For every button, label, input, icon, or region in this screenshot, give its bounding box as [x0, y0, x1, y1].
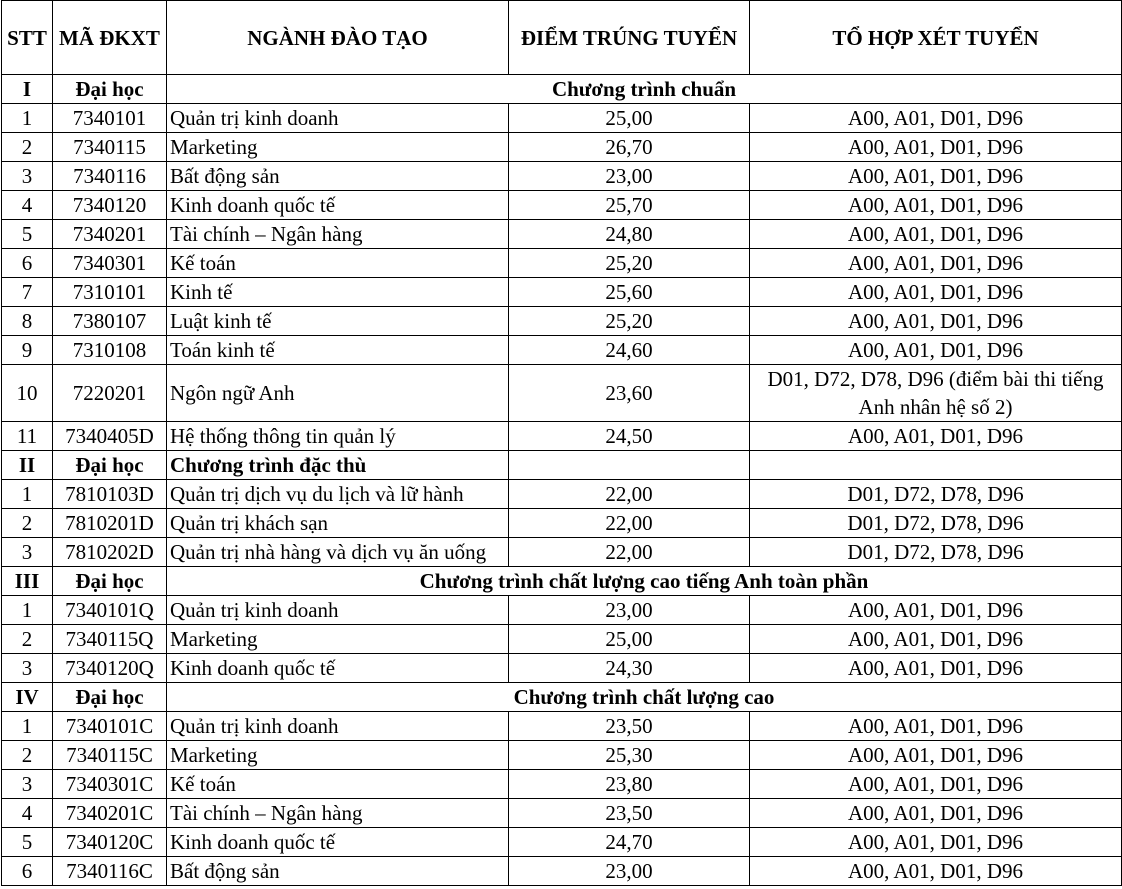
cell-nganh: Luật kinh tế	[167, 307, 509, 336]
cell-to-hop: A00, A01, D01, D96	[750, 625, 1122, 654]
cell-ma-dkxt: 7340201	[53, 220, 167, 249]
cell-diem: 23,00	[509, 596, 750, 625]
cell-ma-dkxt: 7810201D	[53, 509, 167, 538]
cell-nganh: Bất động sản	[167, 162, 509, 191]
cell-stt: 6	[2, 249, 53, 278]
table-row	[2, 712, 1122, 741]
section-row	[2, 683, 1122, 712]
cell-ma-dkxt: 7220201	[53, 365, 167, 422]
cell-stt: 9	[2, 336, 53, 365]
header-to-hop-xet-tuyen: TỔ HỢP XÉT TUYỂN	[750, 1, 1122, 75]
cell-nganh: Quản trị kinh doanh	[167, 104, 509, 133]
cell-ma-dkxt: 7340115Q	[53, 625, 167, 654]
cell-stt: 2	[2, 741, 53, 770]
table-header	[2, 1, 1122, 75]
cell-stt: 11	[2, 422, 53, 451]
cell-nganh: Quản trị kinh doanh	[167, 712, 509, 741]
cell-to-hop: A00, A01, D01, D96	[750, 741, 1122, 770]
table-row	[2, 365, 1122, 422]
cell-to-hop: D01, D72, D78, D96	[750, 509, 1122, 538]
header-ma-dkxt: MÃ ĐKXT	[53, 1, 167, 75]
cell-ma-dkxt: 7310101	[53, 278, 167, 307]
cell-ma-dkxt: 7340101Q	[53, 596, 167, 625]
cell-ma-dkxt: 7340115	[53, 133, 167, 162]
cell-nganh: Marketing	[167, 625, 509, 654]
table-row	[2, 162, 1122, 191]
cell-ma-dkxt: 7340116C	[53, 857, 167, 886]
cell-nganh: Hệ thống thông tin quản lý	[167, 422, 509, 451]
cell-ma-dkxt: 7340120C	[53, 828, 167, 857]
cell-ma-dkxt: 7340116	[53, 162, 167, 191]
cell-stt: 8	[2, 307, 53, 336]
cell-stt: 4	[2, 799, 53, 828]
cell-nganh: Ngôn ngữ Anh	[167, 365, 509, 422]
cell-diem: 23,50	[509, 712, 750, 741]
cell-ma-dkxt: 7340301	[53, 249, 167, 278]
cell-ma-dkxt: 7340301C	[53, 770, 167, 799]
cell-diem: 25,70	[509, 191, 750, 220]
header-stt: STT	[2, 1, 53, 75]
section-row	[2, 567, 1122, 596]
cell-stt: 10	[2, 365, 53, 422]
cell-to-hop: A00, A01, D01, D96	[750, 307, 1122, 336]
table-row	[2, 625, 1122, 654]
cell-diem: 25,20	[509, 249, 750, 278]
cell-diem: 26,70	[509, 133, 750, 162]
table-row	[2, 654, 1122, 683]
cell-ma-dkxt: 7810202D	[53, 538, 167, 567]
cell-diem: 23,00	[509, 857, 750, 886]
section-level: Đại học	[53, 567, 167, 596]
section-empty-cell	[509, 451, 750, 480]
cell-diem: 24,80	[509, 220, 750, 249]
cell-to-hop: A00, A01, D01, D96	[750, 191, 1122, 220]
section-level: Đại học	[53, 683, 167, 712]
cell-diem: 24,60	[509, 336, 750, 365]
cell-to-hop: A00, A01, D01, D96	[750, 336, 1122, 365]
cell-stt: 3	[2, 654, 53, 683]
cell-nganh: Kinh doanh quốc tế	[167, 654, 509, 683]
table-row	[2, 770, 1122, 799]
cell-to-hop: A00, A01, D01, D96	[750, 104, 1122, 133]
section-title: Chương trình chuẩn	[167, 75, 1122, 104]
table-row	[2, 799, 1122, 828]
cell-nganh: Marketing	[167, 741, 509, 770]
table-row	[2, 249, 1122, 278]
cell-to-hop: A00, A01, D01, D96	[750, 422, 1122, 451]
cell-stt: 5	[2, 828, 53, 857]
cell-stt: 5	[2, 220, 53, 249]
cell-to-hop: A00, A01, D01, D96	[750, 799, 1122, 828]
cell-diem: 22,00	[509, 509, 750, 538]
cell-diem: 25,20	[509, 307, 750, 336]
table-row	[2, 133, 1122, 162]
cell-ma-dkxt: 7340405D	[53, 422, 167, 451]
cell-nganh: Kinh doanh quốc tế	[167, 828, 509, 857]
cell-stt: 2	[2, 133, 53, 162]
cell-stt: 1	[2, 104, 53, 133]
section-number: I	[2, 75, 53, 104]
table-row	[2, 191, 1122, 220]
cell-stt: 3	[2, 770, 53, 799]
cell-ma-dkxt: 7340101	[53, 104, 167, 133]
cell-nganh: Tài chính – Ngân hàng	[167, 799, 509, 828]
cell-stt: 1	[2, 480, 53, 509]
cell-to-hop: A00, A01, D01, D96	[750, 857, 1122, 886]
header-nganh-dao-tao: NGÀNH ĐÀO TẠO	[167, 1, 509, 75]
table-row	[2, 741, 1122, 770]
cell-diem: 22,00	[509, 538, 750, 567]
table-row	[2, 857, 1122, 886]
cell-to-hop: A00, A01, D01, D96	[750, 249, 1122, 278]
cell-stt: 4	[2, 191, 53, 220]
cell-to-hop: A00, A01, D01, D96	[750, 133, 1122, 162]
cell-nganh: Marketing	[167, 133, 509, 162]
cell-to-hop: A00, A01, D01, D96	[750, 654, 1122, 683]
cell-nganh: Quản trị kinh doanh	[167, 596, 509, 625]
cell-ma-dkxt: 7340115C	[53, 741, 167, 770]
cell-to-hop: D01, D72, D78, D96	[750, 480, 1122, 509]
table-row	[2, 509, 1122, 538]
cell-to-hop: D01, D72, D78, D96 (điểm bài thi tiếng Anh nhân hệ số 2)	[750, 365, 1122, 422]
cell-to-hop: D01, D72, D78, D96	[750, 538, 1122, 567]
section-number: IV	[2, 683, 53, 712]
cell-to-hop: A00, A01, D01, D96	[750, 596, 1122, 625]
cell-stt: 1	[2, 596, 53, 625]
cell-diem: 24,50	[509, 422, 750, 451]
cell-nganh: Kinh doanh quốc tế	[167, 191, 509, 220]
cell-to-hop: A00, A01, D01, D96	[750, 828, 1122, 857]
section-level: Đại học	[53, 75, 167, 104]
admission-scores-table	[1, 0, 1122, 886]
cell-to-hop: A00, A01, D01, D96	[750, 162, 1122, 191]
cell-stt: 1	[2, 712, 53, 741]
table-row	[2, 307, 1122, 336]
cell-to-hop: A00, A01, D01, D96	[750, 220, 1122, 249]
table-row	[2, 828, 1122, 857]
cell-ma-dkxt: 7340120	[53, 191, 167, 220]
cell-nganh: Kế toán	[167, 249, 509, 278]
table-row	[2, 596, 1122, 625]
cell-diem: 25,30	[509, 741, 750, 770]
section-number: III	[2, 567, 53, 596]
cell-ma-dkxt: 7340201C	[53, 799, 167, 828]
header-diem-trung-tuyen: ĐIỂM TRÚNG TUYỂN	[509, 1, 750, 75]
cell-to-hop: A00, A01, D01, D96	[750, 278, 1122, 307]
cell-stt: 3	[2, 538, 53, 567]
section-level: Đại học	[53, 451, 167, 480]
cell-diem: 23,80	[509, 770, 750, 799]
table-row	[2, 104, 1122, 133]
cell-diem: 25,00	[509, 625, 750, 654]
cell-diem: 24,70	[509, 828, 750, 857]
cell-ma-dkxt: 7310108	[53, 336, 167, 365]
section-empty-cell	[750, 451, 1122, 480]
cell-to-hop: A00, A01, D01, D96	[750, 712, 1122, 741]
cell-stt: 6	[2, 857, 53, 886]
cell-nganh: Kế toán	[167, 770, 509, 799]
cell-stt: 2	[2, 509, 53, 538]
cell-diem: 24,30	[509, 654, 750, 683]
section-number: II	[2, 451, 53, 480]
cell-nganh: Quản trị dịch vụ du lịch và lữ hành	[167, 480, 509, 509]
cell-ma-dkxt: 7340120Q	[53, 654, 167, 683]
table-row	[2, 422, 1122, 451]
cell-nganh: Quản trị khách sạn	[167, 509, 509, 538]
cell-nganh: Kinh tế	[167, 278, 509, 307]
section-row	[2, 451, 1122, 480]
section-title: Chương trình đặc thù	[167, 451, 509, 480]
cell-nganh: Toán kinh tế	[167, 336, 509, 365]
cell-diem: 22,00	[509, 480, 750, 509]
cell-diem: 23,60	[509, 365, 750, 422]
table-row	[2, 278, 1122, 307]
cell-ma-dkxt: 7340101C	[53, 712, 167, 741]
cell-stt: 7	[2, 278, 53, 307]
cell-stt: 3	[2, 162, 53, 191]
cell-ma-dkxt: 7810103D	[53, 480, 167, 509]
table-body	[2, 75, 1122, 886]
section-title: Chương trình chất lượng cao tiếng Anh toàn phần	[167, 567, 1122, 596]
table-row	[2, 480, 1122, 509]
table-row	[2, 538, 1122, 567]
cell-diem: 25,00	[509, 104, 750, 133]
cell-stt: 2	[2, 625, 53, 654]
header-row	[2, 1, 1122, 75]
cell-nganh: Tài chính – Ngân hàng	[167, 220, 509, 249]
cell-nganh: Bất động sản	[167, 857, 509, 886]
section-title: Chương trình chất lượng cao	[167, 683, 1122, 712]
table-row	[2, 336, 1122, 365]
cell-diem: 23,50	[509, 799, 750, 828]
section-row	[2, 75, 1122, 104]
cell-diem: 25,60	[509, 278, 750, 307]
cell-to-hop: A00, A01, D01, D96	[750, 770, 1122, 799]
cell-nganh: Quản trị nhà hàng và dịch vụ ăn uống	[167, 538, 509, 567]
cell-diem: 23,00	[509, 162, 750, 191]
table-row	[2, 220, 1122, 249]
cell-ma-dkxt: 7380107	[53, 307, 167, 336]
